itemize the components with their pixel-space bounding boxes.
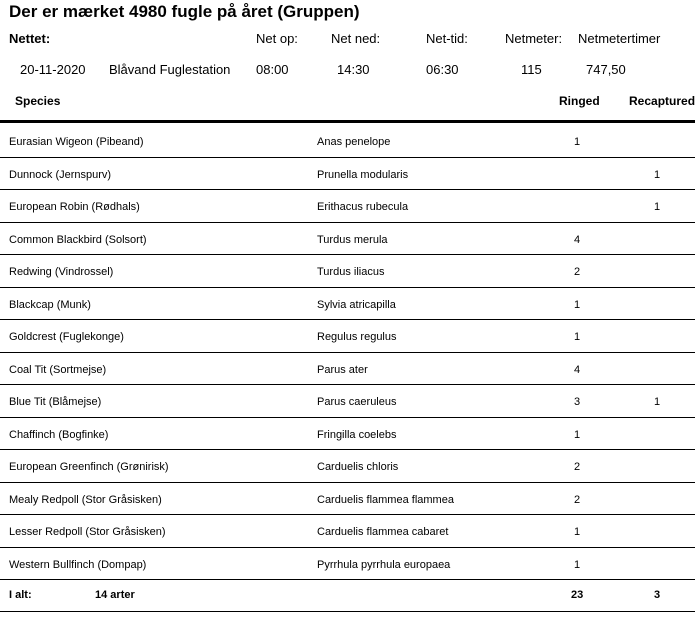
scientific-name: Erithacus rubecula — [317, 201, 409, 213]
totals-ringed: 23 — [571, 589, 584, 601]
ringed-count: 1 — [574, 136, 581, 148]
table-row — [0, 385, 695, 418]
ringed-count: 1 — [574, 428, 581, 441]
species-name: Goldcrest (Fuglekonge) — [9, 331, 124, 343]
ringed-count: 2 — [574, 461, 581, 473]
scientific-name: Anas penelope — [317, 136, 391, 148]
totals-recaptured: 3 — [654, 589, 661, 601]
table-row — [0, 548, 695, 581]
table-row — [0, 223, 695, 256]
net-down-value: 14:30 — [337, 62, 370, 77]
table-row — [0, 515, 695, 548]
report-title: Der er mærket 4980 fugle på året (Gruppen) — [9, 2, 360, 21]
net-meters-label: Netmeter: — [505, 31, 563, 46]
scientific-name: Prunella modularis — [317, 168, 409, 181]
scientific-name: Regulus regulus — [317, 331, 397, 343]
table-row — [0, 125, 695, 158]
scientific-name: Pyrrhula pyrrhula europaea — [317, 558, 451, 571]
table-row — [0, 418, 695, 451]
ringed-count: 2 — [574, 266, 581, 278]
species-name: Common Blackbird (Solsort) — [9, 233, 147, 246]
ringed-count: 4 — [574, 363, 581, 376]
net-up-value: 08:00 — [256, 62, 289, 77]
table-row — [0, 450, 695, 483]
species-name: European Greenfinch (Grønirisk) — [9, 461, 169, 473]
recaptured-count: 1 — [654, 201, 661, 213]
session-date: 20-11-2020 — [20, 62, 86, 77]
ringed-count: 2 — [574, 493, 581, 506]
ringed-count: 1 — [574, 298, 581, 311]
scientific-name: Turdus merula — [317, 233, 388, 246]
net-time-value: 06:30 — [426, 62, 459, 77]
species-name: Blue Tit (Blåmejse) — [9, 396, 102, 408]
scientific-name: Carduelis flammea cabaret — [317, 526, 449, 538]
species-name: Eurasian Wigeon (Pibeand) — [9, 136, 144, 148]
ringed-count: 1 — [574, 526, 581, 538]
species-name: Mealy Redpoll (Stor Gråsisken) — [9, 493, 162, 506]
table-row — [0, 483, 695, 516]
net-meter-hours-label: Netmetertimer — [578, 31, 661, 46]
scientific-name: Fringilla coelebs — [317, 428, 397, 441]
ringed-count: 1 — [574, 331, 581, 343]
scientific-name: Sylvia atricapilla — [317, 298, 396, 311]
net-header-label: Nettet: — [9, 31, 51, 46]
net-meters-value: 115 — [521, 62, 542, 77]
scientific-name: Carduelis chloris — [317, 461, 399, 473]
totals-label: I alt: — [9, 589, 32, 601]
table-row — [0, 288, 695, 321]
totals-species-count: 14 arter — [95, 589, 135, 601]
table-row — [0, 320, 695, 353]
species-name: Redwing (Vindrossel) — [9, 266, 114, 278]
species-name: European Robin (Rødhals) — [9, 201, 140, 213]
net-down-label: Net ned: — [331, 31, 381, 46]
table-row — [0, 353, 695, 386]
scientific-name: Turdus iliacus — [317, 266, 385, 278]
ringed-count: 4 — [574, 233, 581, 246]
net-time-label: Net-tid: — [426, 31, 468, 46]
header-rule — [0, 120, 695, 123]
scientific-name: Carduelis flammea flammea — [317, 493, 454, 506]
species-name: Dunnock (Jernspurv) — [9, 168, 112, 181]
column-header-ringed: Ringed — [559, 94, 600, 108]
totals-row — [0, 580, 695, 610]
net-meter-hours-value: 747,50 — [586, 62, 626, 77]
species-name: Western Bullfinch (Dompap) — [9, 558, 147, 571]
species-name: Chaffinch (Bogfinke) — [9, 428, 109, 441]
species-name: Coal Tit (Sortmejse) — [9, 363, 107, 376]
recaptured-count: 1 — [654, 168, 661, 181]
bottom-rule — [0, 611, 695, 612]
ringed-count: 1 — [574, 558, 581, 571]
net-up-label: Net op: — [256, 31, 298, 46]
table-row — [0, 190, 695, 223]
species-name: Lesser Redpoll (Stor Gråsisken) — [9, 526, 166, 538]
session-location: Blåvand Fuglestation — [109, 62, 231, 77]
table-row — [0, 158, 695, 191]
column-header-species: Species — [15, 94, 61, 108]
scientific-name: Parus ater — [317, 363, 368, 376]
recaptured-count: 1 — [654, 396, 661, 408]
species-name: Blackcap (Munk) — [9, 298, 91, 311]
ringed-count: 3 — [574, 396, 581, 408]
column-header-recaptured: Recaptured — [629, 94, 695, 108]
table-row — [0, 255, 695, 288]
scientific-name: Parus caeruleus — [317, 396, 397, 408]
